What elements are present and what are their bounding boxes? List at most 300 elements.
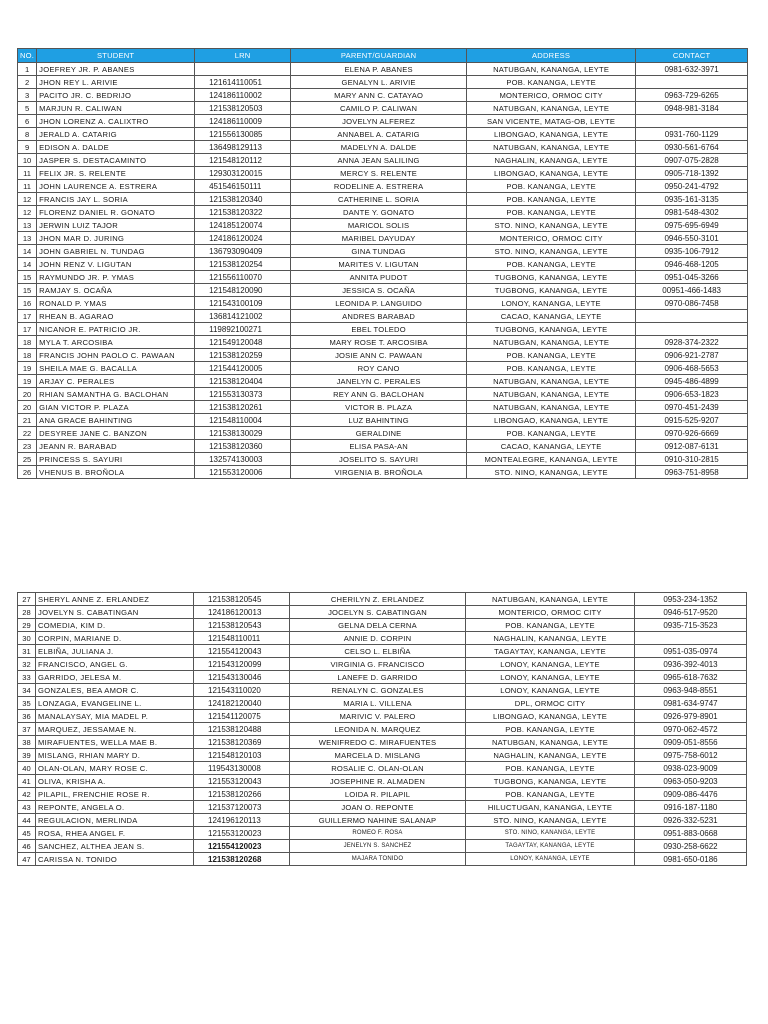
cell-address: LONOY, KANANGA, LEYTE [467, 297, 636, 310]
cell-parent: ANNITA PUDOT [291, 271, 467, 284]
cell-parent: RENALYN C. GONZALES [290, 684, 466, 697]
cell-no: 26 [18, 466, 37, 479]
table-row [18, 128, 748, 141]
cell-student: JASPER S. DESTACAMINTO [37, 154, 195, 167]
cell-no: 13 [18, 219, 37, 232]
cell-parent: CELSO L. ELBIÑA [290, 645, 466, 658]
table-row [18, 297, 748, 310]
cell-contact: 0953-234-1352 [635, 593, 747, 606]
cell-student: LONZAGA, EVANGELINE L. [36, 697, 194, 710]
cell-address: NAGHALIN, KANANGA, LEYTE [466, 632, 635, 645]
cell-parent: VIRGINIA G. FRANCISCO [290, 658, 466, 671]
student-roster-table-continued [17, 592, 747, 866]
cell-student: OLAN-OLAN, MARY ROSE C. [36, 762, 194, 775]
cell-no: 46 [18, 840, 36, 853]
cell-student: JOHN GABRIEL N. TUNDAG [37, 245, 195, 258]
table-row [18, 658, 747, 671]
cell-no: 9 [18, 141, 37, 154]
cell-address: LONOY, KANANGA, LEYTE [466, 671, 635, 684]
cell-lrn: 121548120103 [194, 749, 290, 762]
header-student: STUDENT [37, 49, 195, 63]
cell-lrn: 124196120113 [194, 814, 290, 827]
cell-contact: 0906-921-2787 [636, 349, 748, 362]
cell-no: 1 [18, 63, 37, 76]
cell-no: 3 [18, 89, 37, 102]
cell-parent: ANNIE D. CORPIN [290, 632, 466, 645]
cell-no: 17 [18, 310, 37, 323]
cell-contact: 0965-618-7632 [635, 671, 747, 684]
cell-address: POB. KANANGA, LEYTE [467, 349, 636, 362]
cell-contact: 0970-086-7458 [636, 297, 748, 310]
cell-no: 21 [18, 414, 37, 427]
cell-no: 31 [18, 645, 36, 658]
cell-student: PACITO JR. C. BEDRIJO [37, 89, 195, 102]
cell-parent: JOAN O. REPONTE [290, 801, 466, 814]
cell-contact: 0926-979-8901 [635, 710, 747, 723]
table-row [18, 102, 748, 115]
cell-lrn: 121538120254 [195, 258, 291, 271]
header-row [18, 49, 748, 63]
table-row [18, 167, 748, 180]
cell-contact: 0931-760-1129 [636, 128, 748, 141]
table-row [18, 414, 748, 427]
cell-student: JOVELYN S. CABATINGAN [36, 606, 194, 619]
cell-contact: 0945-486-4899 [636, 375, 748, 388]
table-row [18, 723, 747, 736]
cell-student: JHON REY L. ARIVIE [37, 76, 195, 89]
cell-parent: LEONIDA N. MARQUEZ [290, 723, 466, 736]
cell-parent: DANTE Y. GONATO [291, 206, 467, 219]
table-row [18, 375, 748, 388]
cell-contact: 0946-517-9520 [635, 606, 747, 619]
cell-student: REPONTE, ANGELA O. [36, 801, 194, 814]
cell-no: 33 [18, 671, 36, 684]
cell-contact: 0975-758-6012 [635, 749, 747, 762]
cell-student: GARRIDO, JELESA M. [36, 671, 194, 684]
cell-parent: ROSALIE C. OLAN-OLAN [290, 762, 466, 775]
cell-address: POB. KANANGA, LEYTE [467, 362, 636, 375]
cell-no: 22 [18, 427, 37, 440]
table-row [18, 736, 747, 749]
cell-lrn: 121538120259 [195, 349, 291, 362]
cell-address: DPL, ORMOC CITY [466, 697, 635, 710]
cell-contact: 0970-451-2439 [636, 401, 748, 414]
cell-contact: 0946-550-3101 [636, 232, 748, 245]
cell-lrn: 132574130003 [195, 453, 291, 466]
cell-no: 11 [18, 167, 37, 180]
cell-address: POB. KANANGA, LEYTE [467, 258, 636, 271]
cell-address: CACAO, KANANGA, LEYTE [467, 310, 636, 323]
header-parent-guardian: PARENT/GUARDIAN [291, 49, 467, 63]
cell-no: 27 [18, 593, 36, 606]
cell-address: NAGHALIN, KANANGA, LEYTE [467, 154, 636, 167]
cell-lrn: 121548120112 [195, 154, 291, 167]
cell-address: NATUBGAN, KANANGA, LEYTE [466, 593, 635, 606]
cell-parent: ELENA P. ABANES [291, 63, 467, 76]
cell-parent: MARIVIC V. PALERO [290, 710, 466, 723]
cell-address: NATUBGAN, KANANGA, LEYTE [467, 388, 636, 401]
table-row [18, 206, 748, 219]
cell-student: RAMJAY S. OCAÑA [37, 284, 195, 297]
cell-address: STO. NINO, KANANGA, LEYTE [466, 827, 635, 840]
cell-student: JHON MAR D. JURING [37, 232, 195, 245]
cell-parent: MARICOL SOLIS [291, 219, 467, 232]
cell-contact: 0951-045-3266 [636, 271, 748, 284]
cell-student: JOHN LAURENCE A. ESTRERA [37, 180, 195, 193]
cell-address: NATUBGAN, KANANGA, LEYTE [467, 375, 636, 388]
cell-lrn: 121538120404 [195, 375, 291, 388]
table-row [18, 466, 748, 479]
cell-address: NATUBGAN, KANANGA, LEYTE [467, 102, 636, 115]
cell-contact: 0930-258-6622 [635, 840, 747, 853]
cell-no: 18 [18, 349, 37, 362]
cell-parent: MARITES V. LIGUTAN [291, 258, 467, 271]
table-row [18, 245, 748, 258]
cell-address: POB. KANANGA, LEYTE [466, 619, 635, 632]
cell-contact: 0981-634-9747 [635, 697, 747, 710]
cell-contact: 0935-106-7912 [636, 245, 748, 258]
cell-address: NATUBGAN, KANANGA, LEYTE [467, 63, 636, 76]
cell-student: DESYREE JANE C. BANZON [37, 427, 195, 440]
cell-parent: MARY ANN C. CATAYAO [291, 89, 467, 102]
header-no: NO. [18, 49, 37, 63]
cell-lrn: 129303120015 [195, 167, 291, 180]
cell-address: LONOY, KANANGA, LEYTE [466, 853, 635, 866]
cell-student: PRINCESS S. SAYURI [37, 453, 195, 466]
cell-no: 29 [18, 619, 36, 632]
cell-contact [636, 76, 748, 89]
cell-lrn: 121538120261 [195, 401, 291, 414]
table-row [18, 801, 747, 814]
cell-address: TUGBONG, KANANGA, LEYTE [467, 271, 636, 284]
cell-contact: 0963-751-8958 [636, 466, 748, 479]
table-row [18, 271, 748, 284]
cell-student: RHEAN B. AGARAO [37, 310, 195, 323]
cell-no: 19 [18, 375, 37, 388]
roster-body-continued [18, 593, 747, 866]
cell-no: 6 [18, 115, 37, 128]
cell-parent: GUILLERMO NAHINE SALANAP [290, 814, 466, 827]
cell-address: TAGAYTAY, KANANGA, LEYTE [466, 840, 635, 853]
cell-student: JHON LORENZ A. CALIXTRO [37, 115, 195, 128]
cell-lrn: 121538120369 [194, 736, 290, 749]
cell-lrn: 121614110051 [195, 76, 291, 89]
cell-lrn: 121538120545 [194, 593, 290, 606]
cell-student: GIAN VICTOR P. PLAZA [37, 401, 195, 414]
cell-lrn: 121537120073 [194, 801, 290, 814]
cell-lrn: 121538120340 [195, 193, 291, 206]
cell-student: MIRAFUENTES, WELLA MAE B. [36, 736, 194, 749]
cell-parent: JOVELYN ALFEREZ [291, 115, 467, 128]
cell-parent: REY ANN G. BACLOHAN [291, 388, 467, 401]
cell-lrn: 121554120043 [194, 645, 290, 658]
cell-parent: JANELYN C. PERALES [291, 375, 467, 388]
cell-contact: 0935-161-3135 [636, 193, 748, 206]
cell-address: STO. NINO, KANANGA, LEYTE [467, 245, 636, 258]
table-row [18, 180, 748, 193]
cell-address: TUGBONG, KANANGA, LEYTE [467, 284, 636, 297]
cell-lrn: 136814121002 [195, 310, 291, 323]
cell-lrn: 121553130373 [195, 388, 291, 401]
cell-parent: VIRGENIA B. BROÑOLA [291, 466, 467, 479]
cell-address: TUGBONG, KANANGA, LEYTE [466, 775, 635, 788]
cell-student: EDISON A. DALDE [37, 141, 195, 154]
cell-parent: ANDRES BARABAD [291, 310, 467, 323]
cell-lrn: 121548120090 [195, 284, 291, 297]
cell-no: 17 [18, 323, 37, 336]
cell-address: POB. KANANGA, LEYTE [466, 762, 635, 775]
header-address: ADDRESS [467, 49, 636, 63]
cell-address: NATUBGAN, KANANGA, LEYTE [467, 401, 636, 414]
table-row [18, 440, 748, 453]
cell-student: MISLANG, RHIAN MARY D. [36, 749, 194, 762]
cell-lrn: 451546150111 [195, 180, 291, 193]
cell-no: 11 [18, 180, 37, 193]
cell-parent: ROY CANO [291, 362, 467, 375]
cell-no: 40 [18, 762, 36, 775]
cell-parent: ANNA JEAN SALILING [291, 154, 467, 167]
cell-contact [636, 323, 748, 336]
cell-parent: GERALDINE [291, 427, 467, 440]
cell-student: NICANOR E. PATRICIO JR. [37, 323, 195, 336]
cell-address: NATUBGAN, KANANGA, LEYTE [467, 141, 636, 154]
cell-parent: JOSEPHINE R. ALMADEN [290, 775, 466, 788]
cell-student: OLIVA, KRISHA A. [36, 775, 194, 788]
cell-student: JERWIN LUIZ TAJOR [37, 219, 195, 232]
cell-contact: 0905-718-1392 [636, 167, 748, 180]
table-row [18, 388, 748, 401]
cell-contact: 0915-525-9207 [636, 414, 748, 427]
cell-lrn: 121554120023 [194, 840, 290, 853]
cell-address: STO. NINO, KANANGA, LEYTE [467, 219, 636, 232]
cell-address: MONTERICO, ORMOC CITY [466, 606, 635, 619]
table-row [18, 453, 748, 466]
cell-no: 20 [18, 388, 37, 401]
cell-no: 14 [18, 245, 37, 258]
cell-student: MANALAYSAY, MIA MADEL P. [36, 710, 194, 723]
cell-lrn: 119892100271 [195, 323, 291, 336]
cell-no: 44 [18, 814, 36, 827]
cell-lrn: 121538130029 [195, 427, 291, 440]
cell-contact: 0936-392-4013 [635, 658, 747, 671]
cell-no: 15 [18, 271, 37, 284]
cell-contact: 0909-086-4476 [635, 788, 747, 801]
cell-no: 14 [18, 258, 37, 271]
cell-student: JOHN RENZ V. LIGUTAN [37, 258, 195, 271]
cell-no: 15 [18, 284, 37, 297]
cell-student: VHENUS B. BROÑOLA [37, 466, 195, 479]
cell-address: NAGHALIN, KANANGA, LEYTE [466, 749, 635, 762]
cell-address: LIBONGAO, KANANGA, LEYTE [467, 414, 636, 427]
cell-lrn: 121553120006 [195, 466, 291, 479]
cell-address: LONOY, KANANGA, LEYTE [466, 684, 635, 697]
table-row [18, 115, 748, 128]
cell-contact: 0930-561-6764 [636, 141, 748, 154]
table-row [18, 232, 748, 245]
cell-lrn: 124186110002 [195, 89, 291, 102]
cell-student: JOEFREY JR. P. ABANES [37, 63, 195, 76]
cell-no: 12 [18, 193, 37, 206]
cell-parent: RODELINE A. ESTRERA [291, 180, 467, 193]
cell-student: SANCHEZ, ALTHEA JEAN S. [36, 840, 194, 853]
cell-no: 34 [18, 684, 36, 697]
cell-contact: 0970-062-4572 [635, 723, 747, 736]
table-row [18, 63, 748, 76]
cell-student: RHIAN SAMANTHA G. BACLOHAN [37, 388, 195, 401]
cell-student: FRANCIS JAY L. SORIA [37, 193, 195, 206]
cell-lrn: 124185120074 [195, 219, 291, 232]
cell-lrn: 121543130046 [194, 671, 290, 684]
table-row [18, 827, 747, 840]
cell-student: FELIX JR. S. RELENTE [37, 167, 195, 180]
cell-address: POB. KANANGA, LEYTE [467, 193, 636, 206]
cell-contact: 0907-075-2828 [636, 154, 748, 167]
cell-parent: MAJARA TONIDO [290, 853, 466, 866]
cell-contact: 0981-548-4302 [636, 206, 748, 219]
cell-parent: GINA TUNDAG [291, 245, 467, 258]
cell-no: 23 [18, 440, 37, 453]
table-row [18, 284, 748, 297]
cell-contact: 0935-715-3523 [635, 619, 747, 632]
table-row [18, 788, 747, 801]
cell-parent: MADELYN A. DALDE [291, 141, 467, 154]
cell-lrn: 121538120268 [194, 853, 290, 866]
cell-parent: JOCELYN S. CABATINGAN [290, 606, 466, 619]
cell-contact: 0981-632-3971 [636, 63, 748, 76]
cell-contact: 0950-241-4792 [636, 180, 748, 193]
cell-lrn: 136793090409 [195, 245, 291, 258]
cell-lrn: 119543130008 [194, 762, 290, 775]
cell-lrn: 121543110020 [194, 684, 290, 697]
cell-parent: JOSIE ANN C. PAWAAN [291, 349, 467, 362]
table-row [18, 76, 748, 89]
cell-contact [636, 310, 748, 323]
cell-parent: WENIFREDO C. MIRAFUENTES [290, 736, 466, 749]
cell-parent: EBEL TOLEDO [291, 323, 467, 336]
cell-address: STO. NINO, KANANGA, LEYTE [467, 466, 636, 479]
table-row [18, 684, 747, 697]
cell-contact: 0912-087-6131 [636, 440, 748, 453]
cell-address: CACAO, KANANGA, LEYTE [467, 440, 636, 453]
cell-no: 28 [18, 606, 36, 619]
cell-lrn: 121538120488 [194, 723, 290, 736]
cell-address: MONTEALEGRE, KANANGA, LEYTE [467, 453, 636, 466]
cell-parent: ROMEO F. ROSA [290, 827, 466, 840]
cell-parent: JENELYN S. SANCHEZ [290, 840, 466, 853]
cell-parent: LANEFE D. GARRIDO [290, 671, 466, 684]
cell-parent: LOIDA R. PILAPIL [290, 788, 466, 801]
cell-no: 39 [18, 749, 36, 762]
cell-no: 43 [18, 801, 36, 814]
cell-lrn: 121548110004 [195, 414, 291, 427]
header-contact: CONTACT [636, 49, 748, 63]
cell-contact: 0928-374-2322 [636, 336, 748, 349]
cell-parent: VICTOR B. PLAZA [291, 401, 467, 414]
cell-parent: CAMILO P. CALIWAN [291, 102, 467, 115]
cell-parent: MERCY S. RELENTE [291, 167, 467, 180]
cell-contact: 00951-466-1483 [636, 284, 748, 297]
table-row [18, 697, 747, 710]
cell-address: MONTERICO, ORMOC CITY [467, 89, 636, 102]
table-row [18, 141, 748, 154]
cell-no: 42 [18, 788, 36, 801]
table-row [18, 775, 747, 788]
cell-contact: 0981-650-0186 [635, 853, 747, 866]
cell-contact: 0906-468-5653 [636, 362, 748, 375]
cell-lrn: 124186120024 [195, 232, 291, 245]
table-row [18, 89, 748, 102]
table-row [18, 606, 747, 619]
cell-lrn: 121556130085 [195, 128, 291, 141]
cell-contact: 0946-468-1205 [636, 258, 748, 271]
table-row [18, 219, 748, 232]
table-row [18, 154, 748, 167]
table-row [18, 840, 747, 853]
student-roster-table [17, 48, 748, 479]
table-row [18, 645, 747, 658]
table-row [18, 427, 748, 440]
cell-student: ELBIÑA, JULIANA J. [36, 645, 194, 658]
table-row [18, 336, 748, 349]
header-lrn: LRN [195, 49, 291, 63]
cell-address: POB. KANANGA, LEYTE [466, 788, 635, 801]
cell-student: SHEILA MAE G. BACALLA [37, 362, 195, 375]
cell-parent: MARIA L. VILLENA [290, 697, 466, 710]
cell-address: LIBONGAO, KANANGA, LEYTE [467, 128, 636, 141]
table-row [18, 362, 748, 375]
cell-lrn: 124186110009 [195, 115, 291, 128]
cell-contact: 0906-653-1823 [636, 388, 748, 401]
cell-parent: ELISA PASA-AN [291, 440, 467, 453]
cell-lrn: 121553120023 [194, 827, 290, 840]
cell-lrn: 121538120322 [195, 206, 291, 219]
cell-student: FLORENZ DANIEL R. GONATO [37, 206, 195, 219]
cell-contact: 0909-051-8556 [635, 736, 747, 749]
cell-lrn: 121544120005 [195, 362, 291, 375]
cell-student: CORPIN, MARIANE D. [36, 632, 194, 645]
cell-contact: 0970-926-6669 [636, 427, 748, 440]
cell-lrn: 121543100109 [195, 297, 291, 310]
cell-address: TUGBONG, KANANGA, LEYTE [467, 323, 636, 336]
cell-address: NATUBGAN, KANANGA, LEYTE [466, 736, 635, 749]
cell-no: 36 [18, 710, 36, 723]
cell-student: MYLA T. ARCOSIBA [37, 336, 195, 349]
cell-address: POB. KANANGA, LEYTE [467, 180, 636, 193]
table-row [18, 749, 747, 762]
cell-no: 19 [18, 362, 37, 375]
cell-contact: 0951-883-0668 [635, 827, 747, 840]
cell-no: 32 [18, 658, 36, 671]
roster-body [18, 63, 748, 479]
cell-no: 18 [18, 336, 37, 349]
cell-address: POB. KANANGA, LEYTE [467, 206, 636, 219]
table-row [18, 762, 747, 775]
cell-parent: CATHERINE L. SORIA [291, 193, 467, 206]
table-row [18, 593, 747, 606]
cell-lrn: 121548110011 [194, 632, 290, 645]
cell-lrn: 124186120013 [194, 606, 290, 619]
table-row [18, 258, 748, 271]
cell-lrn: 124182120040 [194, 697, 290, 710]
cell-contact [635, 632, 747, 645]
table-row [18, 401, 748, 414]
cell-no: 38 [18, 736, 36, 749]
table-row [18, 814, 747, 827]
cell-no: 35 [18, 697, 36, 710]
cell-no: 13 [18, 232, 37, 245]
cell-parent: MARY ROSE T. ARCOSIBA [291, 336, 467, 349]
cell-no: 41 [18, 775, 36, 788]
